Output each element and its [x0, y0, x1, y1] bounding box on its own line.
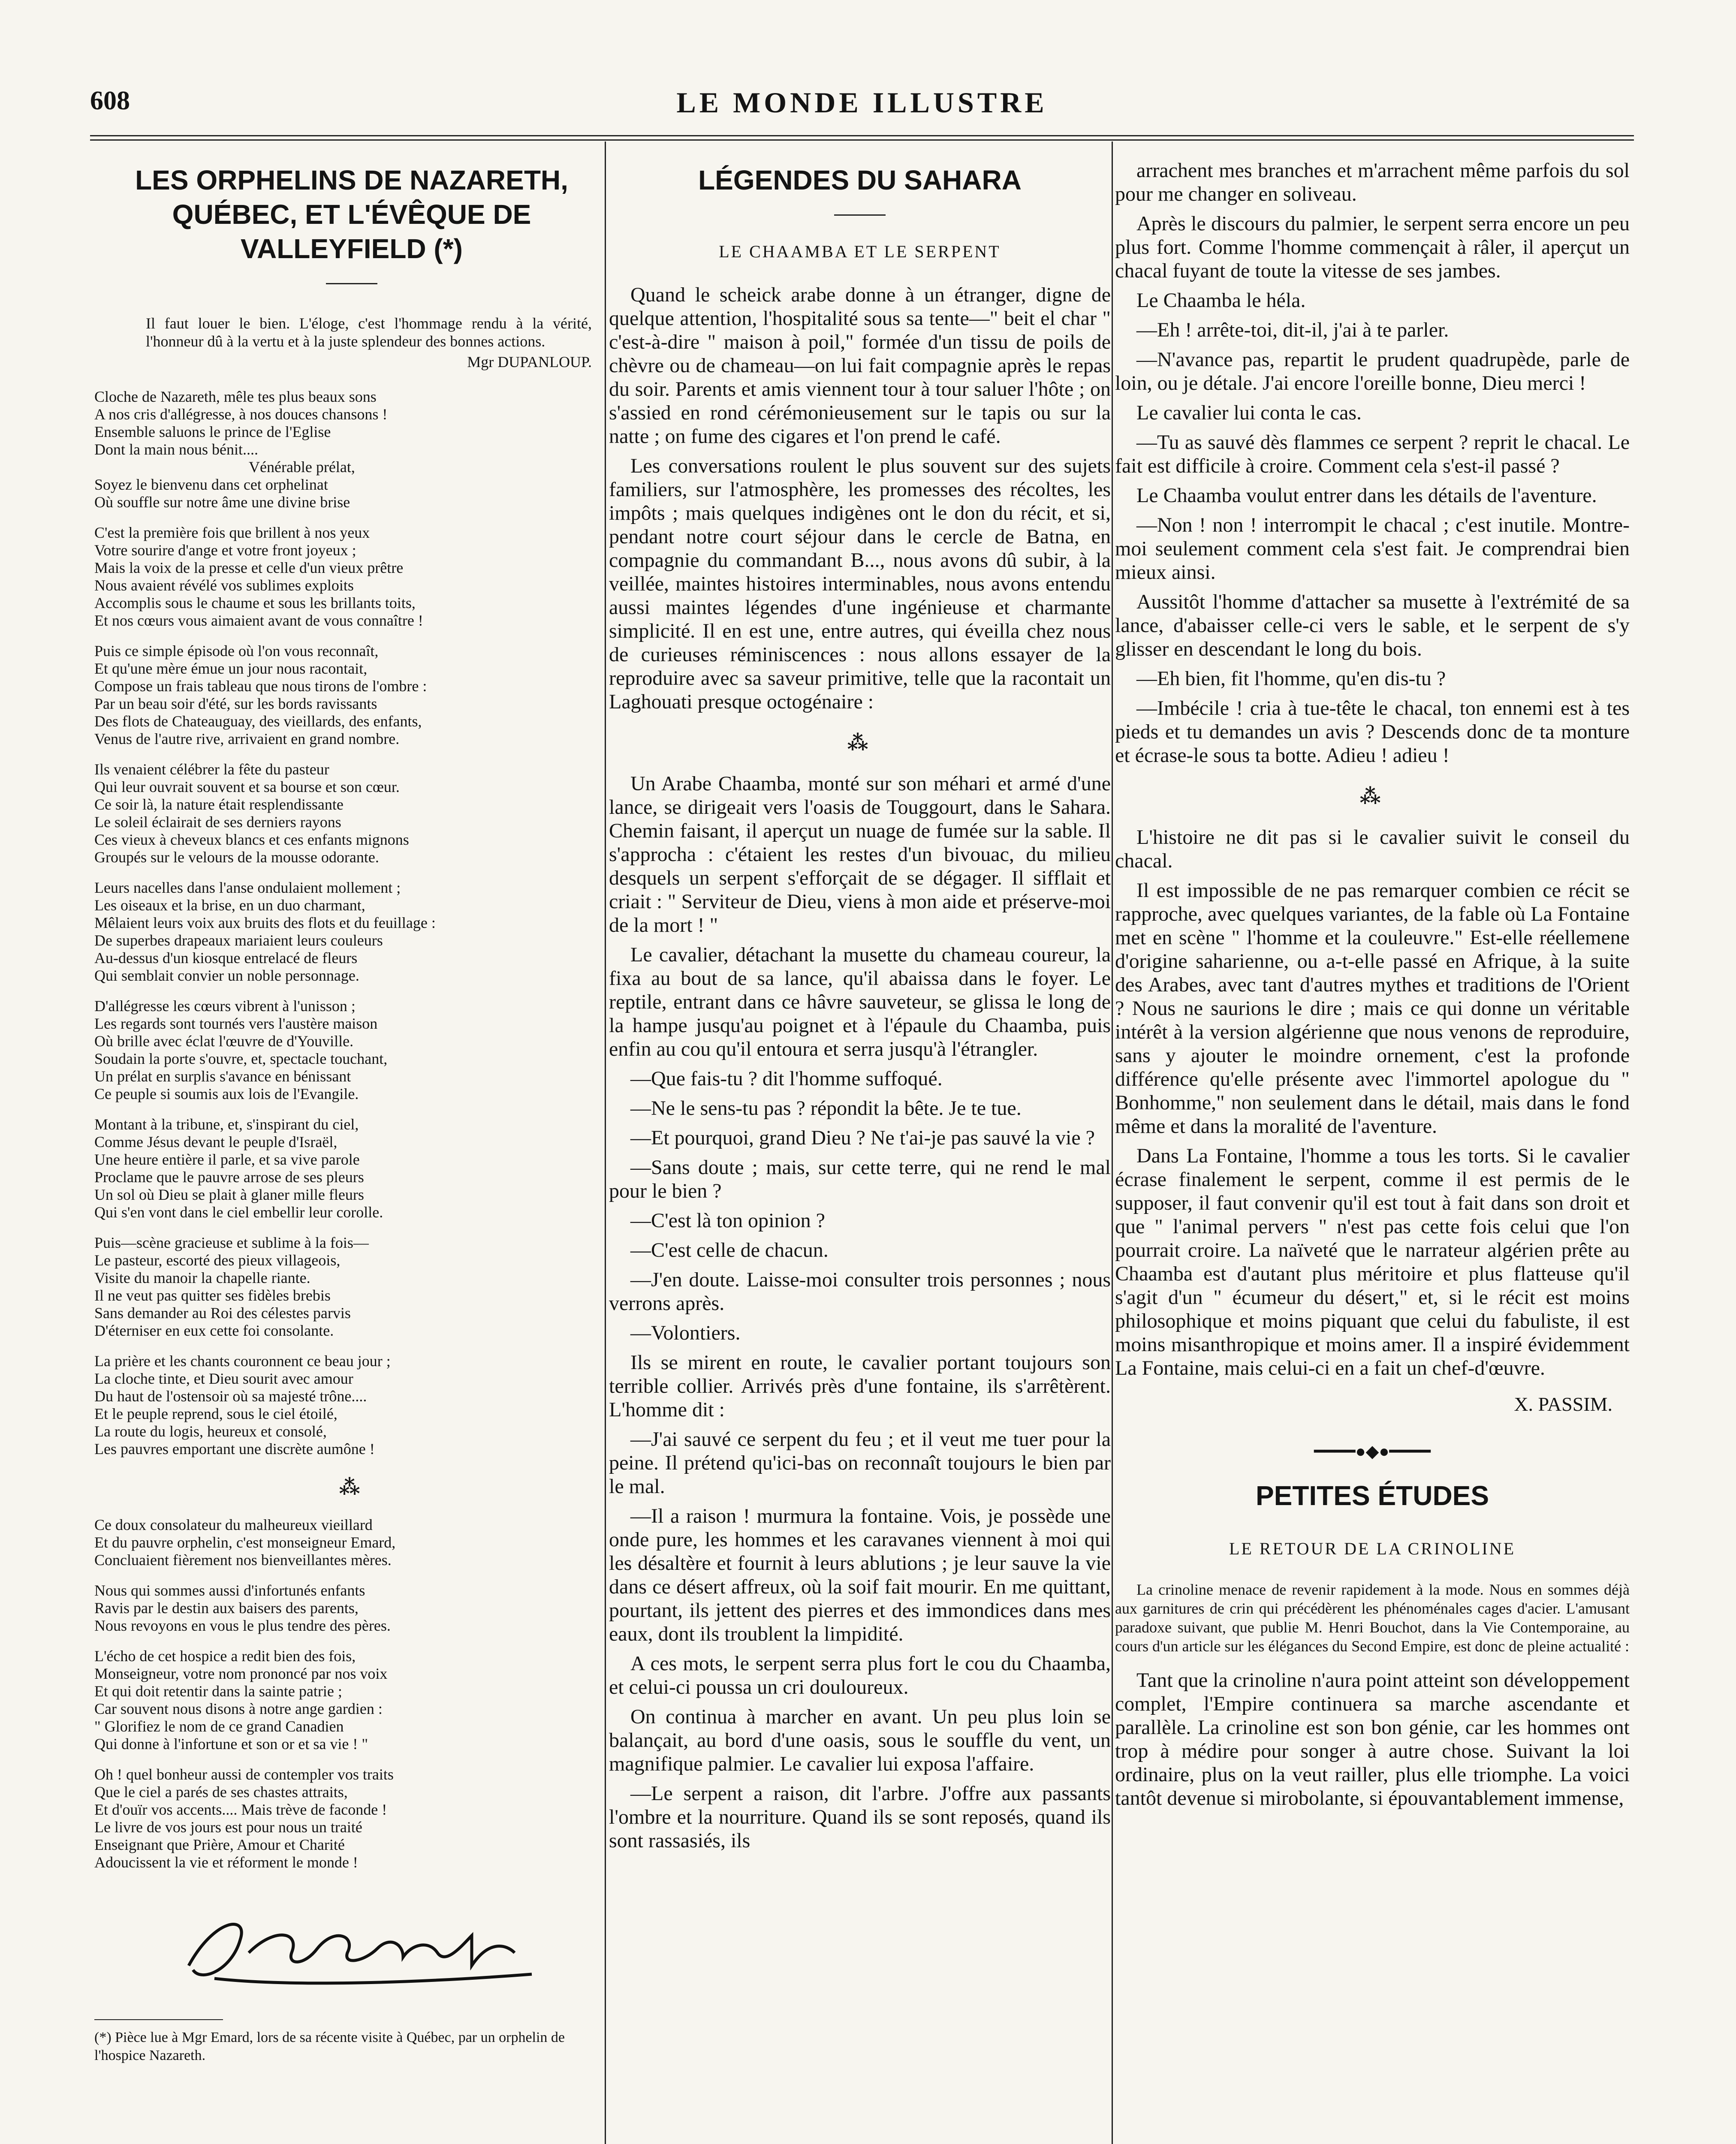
verse-line: Puis ce simple épisode où l'on vous reconnaît,	[94, 642, 379, 659]
verse-line: Leurs nacelles dans l'anse ondulaient mollement ;	[94, 879, 401, 896]
stanza	[94, 1234, 609, 1340]
verse-line: Et du pauvre orphelin, c'est monseigneur Emard,	[94, 1534, 396, 1551]
verse-line: Et le peuple reprend, sous le ciel étoilé,	[94, 1405, 338, 1422]
paragraph: —Il a raison ! murmura la fontaine. Vois, je possède une onde pure, les hommes et les caravanes viennent à moi qui les désaltère et fournit à leurs ablutions ; je leur sauve la vie dans ce désert affreux, où la soif fait mourir. En me quittant, pourtant, ils jettent des pierres et des immondices dans mes eaux, dont ils troublent la limpidité.	[609, 1505, 1111, 1645]
verse-line: Oh ! quel bonheur aussi de contempler vos traits	[94, 1766, 394, 1783]
paragraph: —C'est là ton opinion ?	[630, 1209, 825, 1232]
section-break-stars: ⁂	[1359, 785, 1385, 808]
paragraph: Aussitôt l'homme d'attacher sa musette à l'extrémité de sa lance, d'abaisser celle-ci vers le sable, et le serpent de s'y glisser en descendant le long du bois.	[1115, 590, 1630, 660]
verse-line: Vénérable prélat,	[249, 458, 355, 476]
verse-line: Où souffle sur notre âme une divine brise	[94, 494, 350, 511]
verse-line: Et qui doit retentir dans la sainte patrie ;	[94, 1683, 342, 1700]
verse-line: Nous qui sommes aussi d'infortunés enfants	[94, 1582, 365, 1599]
footnote: (*) Pièce lue à Mgr Emard, lors de sa récente visite à Québec, par un orphelin de l'hospice Nazareth.	[94, 2030, 565, 2063]
article-body-continued	[609, 772, 1111, 1852]
verse-line: Nous avaient révélé vos sublimes exploits	[94, 577, 354, 594]
verse-line: Ce soir là, la nature était resplendissante	[94, 796, 344, 813]
column-poem	[94, 163, 609, 2065]
verse-line: La route du logis, heureux et consolé,	[94, 1423, 327, 1440]
verse-line: Enseignant que Prière, Amour et Charité	[94, 1836, 345, 1853]
verse-line: Groupés sur le velours de la mousse odorante.	[94, 849, 379, 866]
paragraph: Un Arabe Chaamba, monté sur son méhari et armé d'une lance, se dirigeait vers l'oasis de Touggourt, dans le Sahara. Chemin faisant, il aperçut un nuage de fumée sur la sable. Il s'approcha : c'étaient les restes d'un bivouac, du milieu desquels un serpent s'efforçait de se dégager. Il sifflait et criait : " Serviteur de Dieu, viens à mon aide et préserve-moi de la mort ! "	[609, 772, 1111, 936]
verse-line: Soyez le bienvenu dans cet orphelinat	[94, 476, 328, 493]
stanza	[94, 1352, 609, 1458]
paragraph: A ces mots, le serpent serra plus fort le cou du Chaamba, et celui-ci poussa un cri douloureux.	[609, 1652, 1111, 1698]
verse-line: Il ne veut pas quitter ses fidèles brebis	[94, 1287, 331, 1304]
verse-line: Ensemble saluons le prince de l'Eglise	[94, 423, 331, 440]
stanza	[94, 1766, 609, 1871]
verse-line: D'éterniser en eux cette foi consolante.	[94, 1322, 334, 1339]
verse-line: Cloche de Nazareth, mêle tes plus beaux sons	[94, 388, 377, 405]
verse-line: " Glorifiez le nom de ce grand Canadien	[94, 1718, 344, 1735]
verse-line: Sans demander au Roi des célestes parvis	[94, 1304, 351, 1322]
paragraph: —Et pourquoi, grand Dieu ? Ne t'ai-je pas sauvé la vie ?	[630, 1126, 1095, 1149]
ornamental-divider: ━━━━●◆●━━━━	[1314, 1442, 1431, 1461]
paragraph: Le cavalier, détachant la musette du chameau coureur, la fixa au bout de sa lance, qu'il abaissa dans le foyer. Le reptile, entrant dans ce hâvre sauveteur, se glissa le long de la hampe jusqu'au poignet et à l'épaule du Chaamba, puis enfin au cou qu'il entoura et serra jusqu'à l'étrangler.	[609, 943, 1111, 1060]
stanza	[94, 388, 609, 511]
verse-line: Les oiseaux et la brise, en un duo charmant,	[94, 897, 365, 914]
verse-line: Un prélat en surplis s'avance en bénissant	[94, 1068, 351, 1085]
column-legend	[609, 163, 1111, 1858]
verse-line: Compose un frais tableau que nous tirons de l'ombre :	[94, 678, 427, 695]
paragraph: L'histoire ne dit pas si le cavalier suivit le conseil du chacal.	[1115, 826, 1630, 872]
stanza	[94, 1647, 609, 1753]
article-body	[609, 283, 1111, 714]
article-title: LÉGENDES DU SAHARA	[698, 165, 1022, 196]
verse-line: L'écho de cet hospice a redit bien des fois,	[94, 1647, 356, 1665]
verse-line: C'est la première fois que brillent à nos yeux	[94, 524, 370, 541]
section-break-stars: ⁂	[847, 732, 873, 754]
paragraph: arrachent mes branches et m'arrachent même parfois du sol pour me changer en soliveau.	[1115, 159, 1630, 205]
verse-line: Concluaient fièrement nos bienveillantes mères.	[94, 1551, 392, 1569]
verse-line: Qui donne à l'infortune et son or et sa vie ! "	[94, 1735, 368, 1753]
verse-line: Des flots de Chateauguay, des vieillards, des enfants,	[94, 713, 422, 730]
verse-line: Où brille avec éclat l'œuvre de d'Youville.	[94, 1033, 354, 1050]
verse-line: Ils venaient célébrer la fête du pasteur	[94, 761, 329, 778]
verse-line: Les pauvres emportant une discrète aumône !	[94, 1440, 375, 1457]
paragraph: —Sans doute ; mais, sur cette terre, qui ne rend le mal pour le bien ?	[609, 1156, 1111, 1202]
paragraph: Quand le scheick arabe donne à un étranger, digne de quelque attention, l'hospitalité sous sa tente—" beit el char " c'est-à-dire " maison à poil," formée d'un tissu de poils de chèvre ou de chameau—on lui fait compagnie après le repas du soir. Parents et amis viennent tour à tour saluer l'hôte ; on s'assied en rond cérémonieusement sur le tapis ou sur la natte ; on fume des cigares et l'on prend le café.	[609, 283, 1111, 448]
verse-line: Comme Jésus devant le peuple d'Israël,	[94, 1133, 338, 1150]
stanza	[94, 1582, 609, 1635]
verse-line: Car souvent nous disons à notre ange gardien :	[94, 1700, 383, 1717]
paragraph: —J'ai sauvé ce serpent du feu ; et il veut me tuer pour la peine. Il prétend qu'ici-bas on reconnaît toujours le bien par le mal.	[609, 1428, 1111, 1498]
section-title: PETITES ÉTUDES	[1255, 1480, 1489, 1511]
verse-line: Dont la main nous bénit....	[94, 441, 258, 458]
section-break-stars: ⁂	[339, 1476, 365, 1499]
masthead: LE MONDE ILLUSTRE	[676, 86, 1048, 119]
paragraph: Dans La Fontaine, l'homme a tous les torts. Si le cavalier écrase finalement le serpent, comme il est permis de le supposer, il faut convenir qu'il est tout à fait dans son droit et que " l'animal pervers " n'est pas cette fois celui que l'on pourrait croire. La naïveté que le narrateur algérien prête au Chaamba est d'autant plus méritoire et plus flatteuse qu'il s'agit d'un " écumeur du désert," et, si le récit est moins philosophique et moins piquant que celui du fabuliste, il est moins misanthropique et moins amer. Il a inspiré évidemment La Fontaine, mais celui-ci en a fait un chef-d'œuvre.	[1115, 1144, 1630, 1379]
paragraph: Après le discours du palmier, le serpent serra encore un peu plus fort. Comme l'homme commençait à râler, il aperçut un chacal fuyant de toute la vitesse de ses jambes.	[1115, 212, 1630, 282]
paragraph: —C'est celle de chacun.	[630, 1239, 829, 1262]
stanza	[94, 1516, 609, 1569]
verse-line: A nos cris d'allégresse, à nos douces chansons !	[94, 406, 388, 423]
divider	[834, 214, 886, 216]
verse-line: Qui semblait convier un noble personnage.	[94, 967, 359, 984]
verse-line: Adoucissent la vie et réforment le monde !	[94, 1854, 358, 1871]
paragraph: Le Chaamba le héla.	[1136, 289, 1306, 312]
verse-line: Ces vieux à cheveux blancs et ces enfants mignons	[94, 831, 409, 848]
verse-line: Et qu'une mère émue un jour nous racontait,	[94, 660, 368, 677]
verse-line: Ce peuple si soumis aux lois de l'Evangile.	[94, 1085, 359, 1102]
paragraph: Le cavalier lui conta le cas.	[1136, 401, 1362, 424]
verse-line: Que le ciel a parés de ses chastes attraits,	[94, 1783, 348, 1801]
verse-line: Au-dessus d'un kiosque entrelacé de fleurs	[94, 949, 358, 967]
verse-line: Les regards sont tournés vers l'austère maison	[94, 1015, 378, 1032]
footnote-rule	[94, 2019, 223, 2020]
verse-line: Le pasteur, escorté des pieux villageois,	[94, 1252, 341, 1269]
article-body-end	[1115, 159, 1630, 767]
article-subtitle: LE CHAAMBA ET LE SERPENT	[719, 242, 1001, 261]
verse-line: Ravis par le destin aux baisers des parents,	[94, 1599, 359, 1617]
verse-line: Le livre de vos jours est pour nous un traité	[94, 1819, 362, 1836]
verse-line: Qui s'en vont dans le ciel embellir leur corolle.	[94, 1204, 383, 1221]
paragraph: —Ne le sens-tu pas ? répondit la bête. Je te tue.	[630, 1097, 1022, 1120]
verse-line: Et nos cœurs vous aimaient avant de vous connaître !	[94, 612, 423, 629]
paragraph: —Que fais-tu ? dit l'homme suffoqué.	[630, 1067, 943, 1090]
verse-line: Visite du manoir la chapelle riante.	[94, 1269, 310, 1286]
intro-note: La crinoline menace de revenir rapidement à la mode. Nous en sommes déjà aux garnitures de crin qui précédèrent les phénoménales cages d'acier. L'amusant paradoxe suivant, que publie M. Henri Bouchot, dans la Vie Contemporaine, au cours d'un article sur les élégances du Second Empire, est donc de pleine actualité :	[1115, 1581, 1630, 1655]
verse-line: Votre sourire d'ange et votre front joyeux ;	[94, 542, 356, 559]
author-signature: X. PASSIM.	[1514, 1393, 1612, 1415]
stanza	[94, 761, 609, 866]
paragraph: Il est impossible de ne pas remarquer combien ce récit se rapproche, avec quelques variantes, de la fable où La Fontaine met en scène " l'homme et la couleuvre." Est-elle réellemene d'origine saharienne, ou a-t-elle passé en Afrique, à la suite des Arabes, avec tant d'autres mythes et traditions de l'Orient ? Nous ne saurions le dire ; mais ce qui donne un véritable intérêt à la version algérienne que nous venons de reproduire, sans y ajouter le moindre ornement, c'est la profonde différence qu'elle présente avec l'immortel apologue du " Bonhomme," non seulement dans le détail, mais dans le fond même et dans la moralité de l'aventure.	[1115, 879, 1630, 1138]
epigraph: Il faut louer le bien. L'éloge, c'est l'hommage rendu à la vérité, l'honneur dû à la vertu et à la juste splendeur des bonnes actions.	[146, 315, 592, 350]
verse-line: De superbes drapeaux mariaient leurs couleurs	[94, 932, 383, 949]
stanza	[94, 879, 609, 985]
verse-line: Un sol où Dieu se plait à glaner mille fleurs	[94, 1186, 364, 1203]
header-rule	[90, 135, 1634, 136]
paragraph: —N'avance pas, repartit le prudent quadrupède, parle de loin, ou je détale. J'ai encore l'oreille bonne, Dieu merci !	[1115, 348, 1630, 394]
crinoline-text: Tant que la crinoline n'aura point atteint son développement complet, l'Empire continuera sa marche ascendante et parallèle. La crinoline est son bon génie, car les hommes ont trop à médire pour songer à autre chose. Suivant la loi ordinaire, plus on la veut railler, plus elle triomphe. La voici tantôt devenue si mirobolante, si épouvantablement immense,	[1115, 1669, 1630, 1810]
verse-line: Mais la voix de la presse et celle d'un vieux prêtre	[94, 559, 404, 576]
commentary	[1115, 825, 1630, 1380]
verse-line: Par un beau soir d'été, sur les bords ravissants	[94, 695, 377, 712]
column-right	[1115, 159, 1630, 1816]
verse-line: Venus de l'autre rive, arrivaient en grand nombre.	[94, 730, 400, 747]
verse-line: Et d'ouïr vos accents.... Mais trève de faconde !	[94, 1801, 387, 1818]
verse-line: Du haut de l'ostensoir où sa majesté trône....	[94, 1388, 367, 1405]
poem-stanzas	[94, 388, 609, 1458]
verse-line: La prière et les chants couronnent ce beau jour ;	[94, 1352, 391, 1370]
verse-line: Le soleil éclairait de ses derniers rayons	[94, 813, 341, 831]
paragraph: Le Chaamba voulut entrer dans les détails de l'aventure.	[1136, 484, 1597, 507]
verse-line: Soudain la porte s'ouvre, et, spectacle touchant,	[94, 1050, 388, 1067]
page-number: 608	[90, 86, 130, 115]
paragraph: —Imbécile ! cria à tue-tête le chacal, ton ennemi est à tes pieds et tu demandes un avis ? Descends donc de ta monture et écrase-le sous ta botte. Adieu ! adieu !	[1115, 697, 1630, 767]
paragraph: Ils se mirent en route, le cavalier portant toujours son terrible collier. Arrivés près d'une fontaine, ils s'arrêtèrent. L'homme dit :	[609, 1351, 1111, 1421]
verse-line: Puis—scène gracieuse et sublime à la fois—	[94, 1234, 369, 1251]
page-header	[90, 86, 1634, 124]
verse-line: Une heure entière il parle, et sa vive parole	[94, 1151, 360, 1168]
paragraph: —Eh ! arrête-toi, dit-il, j'ai à te parler.	[1136, 319, 1449, 341]
verse-line: Proclame que le pauvre arrose de ses pleurs	[94, 1168, 364, 1186]
paragraph: On continua à marcher en avant. Un peu plus loin se balançait, au bord d'une oasis, sous le souffle du vent, un magnifique palmier. Le cavalier lui exposa l'affaire.	[609, 1705, 1111, 1775]
poem-title: LES ORPHELINS DE NAZARETH, QUÉBEC, ET L'ÉVÊQUE DE VALLEYFIELD (*)	[135, 165, 568, 264]
verse-line: Montant à la tribune, et, s'inspirant du ciel,	[94, 1116, 359, 1133]
verse-line: Mêlaient leurs voix aux bruits des flots et du feuillage :	[94, 914, 436, 931]
verse-line: Accomplis sous le chaume et sous les brillants toits,	[94, 594, 416, 611]
column-separator	[1112, 142, 1113, 2144]
stanza	[94, 1116, 609, 1221]
paragraph: —Tu as sauvé dès flammes ce serpent ? reprit le chacal. Le fait est difficile à croire. Comment cela s'est-il passé ?	[1115, 431, 1630, 477]
poem-stanzas-second	[94, 1516, 609, 1871]
stanza	[94, 997, 609, 1103]
verse-line: La cloche tinte, et Dieu sourit avec amour	[94, 1370, 353, 1387]
paragraph: Les conversations roulent le plus souvent sur des sujets familiers, sur l'atmosphère, les promesses des récoltes, les impôts ; mais quelques indigènes ont le don du récit, et si, pendant notre court séjour dans le cercle de Batna, en compagnie du commandant B..., nous avons dû subir, à la veillée, maintes histoires interminables, nous avons entendu aussi maintes légendes d'une ingénieuse et charmante simplicité. Il en est une, entre autres, qui éveilla chez nous de curieuses réminiscences : nous allons essayer de la reproduire avec sa saveur primitive, telle que la racontait un Laghouati presque octogénaire :	[609, 455, 1111, 713]
section-subtitle: LE RETOUR DE LA CRINOLINE	[1229, 1539, 1516, 1558]
epigraph-author: Mgr DUPANLOUP.	[467, 353, 592, 370]
paragraph: —Le serpent a raison, dit l'arbre. J'offre aux passants l'ombre et la nourriture. Quand ils se sont reposés, quand ils sont rassasiés, ils	[609, 1782, 1111, 1852]
stanza	[94, 642, 609, 748]
verse-line: Nous revoyons en vous le plus tendre des pères.	[94, 1617, 391, 1634]
paragraph: —Non ! non ! interrompit le chacal ; c'est inutile. Montre-moi seulement comment cela s'est fait. Je comprendrai bien mieux ainsi.	[1115, 514, 1630, 584]
stanza	[94, 524, 609, 629]
paragraph: —Eh bien, fit l'homme, qu'en dis-tu ?	[1136, 667, 1446, 690]
paragraph: —Volontiers.	[630, 1322, 741, 1344]
header-rule-double	[90, 139, 1634, 141]
divider	[326, 283, 377, 284]
verse-line: Ce doux consolateur du malheureux vieillard	[94, 1516, 373, 1533]
verse-line: D'allégresse les cœurs vibrent à l'unisson ;	[94, 997, 356, 1015]
handwritten-signature	[163, 1901, 549, 1996]
verse-line: Monseigneur, votre nom prononcé par nos voix	[94, 1665, 388, 1682]
verse-line: Qui leur ouvrait souvent et sa bourse et son cœur.	[94, 778, 400, 795]
paragraph: —J'en doute. Laisse-moi consulter trois personnes ; nous verrons après.	[609, 1268, 1111, 1315]
